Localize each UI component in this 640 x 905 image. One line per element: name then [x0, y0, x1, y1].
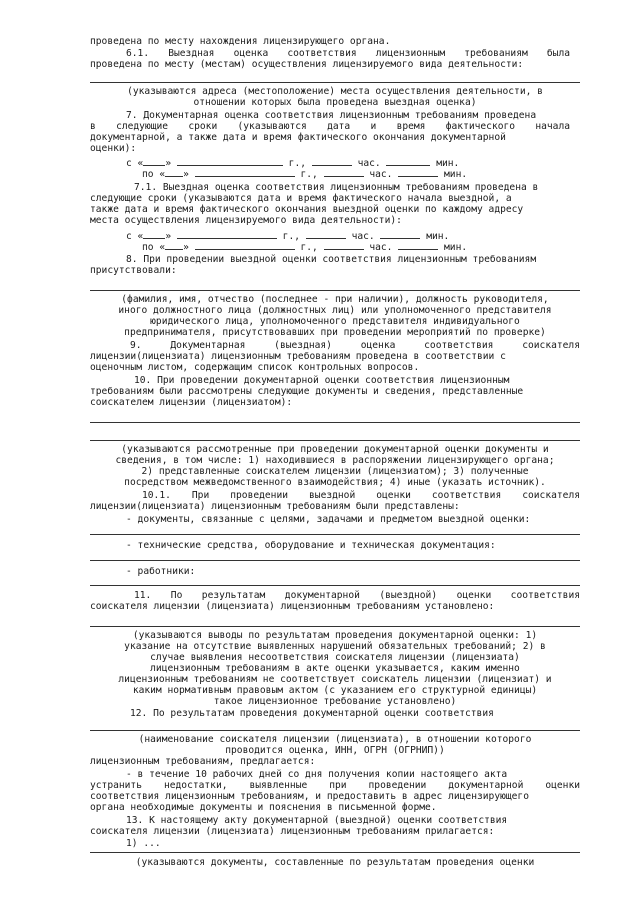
date-to-row: по « » г., час. мин.	[142, 169, 468, 180]
text-line: лицензии(лицензиата) лицензионным требованиям были представлены:	[90, 501, 460, 512]
fill-line	[90, 730, 580, 731]
item-13-heading: 13. К настоящему акту документарной (выездной) оценки соответствия	[126, 815, 508, 826]
caption-line: (указываются выводы по результатам проведения документарной оценки: 1)	[132, 630, 538, 641]
fill-line	[90, 440, 580, 441]
caption-line: (фамилия, имя, отчество (последнее - при наличии), должность руководителя,	[121, 294, 549, 305]
fill-line	[90, 290, 580, 291]
text-line: проведена по месту (местам) осуществления лицензируемого вида деятельности:	[90, 59, 524, 70]
fill-line	[90, 852, 580, 853]
text-line: соискателя лицензии (лицензиата) лицензионным требованиям прилагается:	[90, 826, 495, 837]
text-line: устранить недостатки, выявленные при проведении документарной оценки	[90, 780, 580, 791]
caption-line: лицензионным требованиям не соответствует соискатель лицензии (лицензиат) и	[118, 674, 552, 685]
item-12-heading: 12. По результатам проведения документарной оценки соответствия	[130, 708, 494, 719]
fill-line	[90, 626, 580, 627]
text-line: проведена по месту нахождения лицензирующего органа.	[90, 36, 391, 47]
caption-line: сведения, в том числе: 1) находившиеся в распоряжении лицензирующего органа;	[115, 455, 555, 466]
text-line: следующие сроки (указываются дата и время фактического начала выездной, а	[90, 193, 512, 204]
text-line: - документы, связанные с целями, задачами и предметом выездной оценки:	[126, 514, 531, 525]
item-10-heading: 10. При проведении документарной оценки соответствия лицензионным	[134, 375, 510, 386]
text-line: также дата и время фактического окончания выездной оценки по каждому адресу	[90, 204, 524, 215]
text-line: места осуществления лицензируемого вида деятельности):	[90, 215, 402, 226]
fill-line	[90, 585, 580, 586]
item-9-heading: 9. Документарная (выездная) оценка соответствия соискателя	[130, 340, 580, 351]
caption-line: указание на отсутствие выявленных нарушений обязательных требований; 2) в	[124, 641, 546, 652]
text-line: лицензионным требованиям, предлагается:	[90, 756, 316, 767]
caption-line: юридического лица, уполномоченного представителя индивидуального	[150, 316, 520, 327]
text-line: присутствовали:	[90, 265, 177, 276]
date-from-row: с « » г., час. мин.	[126, 158, 460, 169]
text-line: - в течение 10 рабочих дней со дня получения копии настоящего акта	[126, 769, 508, 780]
caption-line: иного должностного лица (должностных лиц) или уполномоченного представителя	[118, 305, 552, 316]
text-line: документарной, а также дата и время фактического окончания документарной	[90, 132, 506, 143]
fill-line	[90, 534, 580, 535]
item-7-heading: 7. Документарная оценка соответствия лицензионным требованиям проведена	[126, 110, 537, 121]
caption-line: (наименование соискателя лицензии (лицензиата), в отношении которого	[138, 734, 532, 745]
text-line: соискателем лицензии (лицензиатом):	[90, 397, 293, 408]
text-line: - технические средства, оборудование и техническая документация:	[126, 540, 496, 551]
visit-date-from-row: с « » г., час. мин.	[126, 231, 450, 242]
text-line: органа необходимые документы и пояснения в письменной форме.	[90, 802, 437, 813]
fill-line	[90, 422, 580, 423]
caption-line: такое лицензионное требование установлено)	[213, 696, 457, 707]
fill-line	[90, 82, 580, 83]
text-line: оценочным листом, содержащим список контрольных вопросов.	[90, 362, 420, 373]
caption-line: случае выявления несоответствия соискателя лицензии (лицензиата)	[150, 652, 520, 663]
item-11-heading: 11. По результатам документарной (выездной) оценки соответствия	[134, 590, 580, 601]
item-10-1-heading: 10.1. При проведении выездной оценки соответствия соискателя	[142, 490, 580, 501]
caption-line: посредством межведомственного взаимодействия; 4) иные (указать источник).	[124, 477, 546, 488]
caption-line: (указываются адреса (местоположение) места осуществления деятельности, в	[127, 86, 543, 97]
text-line: лицензии(лицензиата) лицензионным требованиям проведена в соответствии с	[90, 351, 506, 362]
text-line: в следующие сроки (указываются дата и время фактического начала	[90, 121, 570, 132]
caption-line: (указываются документы, составленные по результатам проведения оценки	[135, 857, 535, 868]
fill-line	[90, 560, 580, 561]
text-line: 1) ...	[126, 838, 161, 849]
item-7-1-heading: 7.1. Выездная оценка соответствия лицензионным требованиям проведена в	[134, 182, 539, 193]
caption-line: отношении которых была проведена выездная оценка)	[193, 97, 477, 108]
item-6-1-heading: 6.1. Выездная оценка соответствия лицензионным требованиям была	[126, 48, 570, 59]
text-line: - работники:	[126, 566, 196, 577]
text-line: требованиям были рассмотрены следующие документы и сведения, представленные	[90, 386, 524, 397]
caption-line: предпринимателя, присутствовавших при проведении мероприятий по проверке)	[124, 327, 546, 338]
text-line: соответствия лицензионным требованиям, и предоставить в адрес лицензирующего	[90, 791, 529, 802]
text-line: оценки):	[90, 143, 137, 154]
caption-line: проводится оценка, ИНН, ОГРН (ОГРНИП))	[225, 745, 445, 756]
caption-line: лицензионным требованиям в акте оценки указывается, каким именно	[150, 663, 520, 674]
visit-date-to-row: по « » г., час. мин.	[142, 242, 468, 253]
text-line: соискателя лицензии (лицензиата) лицензионным требованиям установлено:	[90, 601, 495, 612]
caption-line: 2) представленные соискателем лицензии (лицензиатом); 3) полученные	[141, 466, 529, 477]
caption-line: каким нормативным правовым актом (с указанием его структурной единицы)	[132, 685, 538, 696]
item-8-heading: 8. При проведении выездной оценки соответствия лицензионным требованиям	[126, 254, 537, 265]
caption-line: (указываются рассмотренные при проведении документарной оценки документы и	[121, 444, 549, 455]
